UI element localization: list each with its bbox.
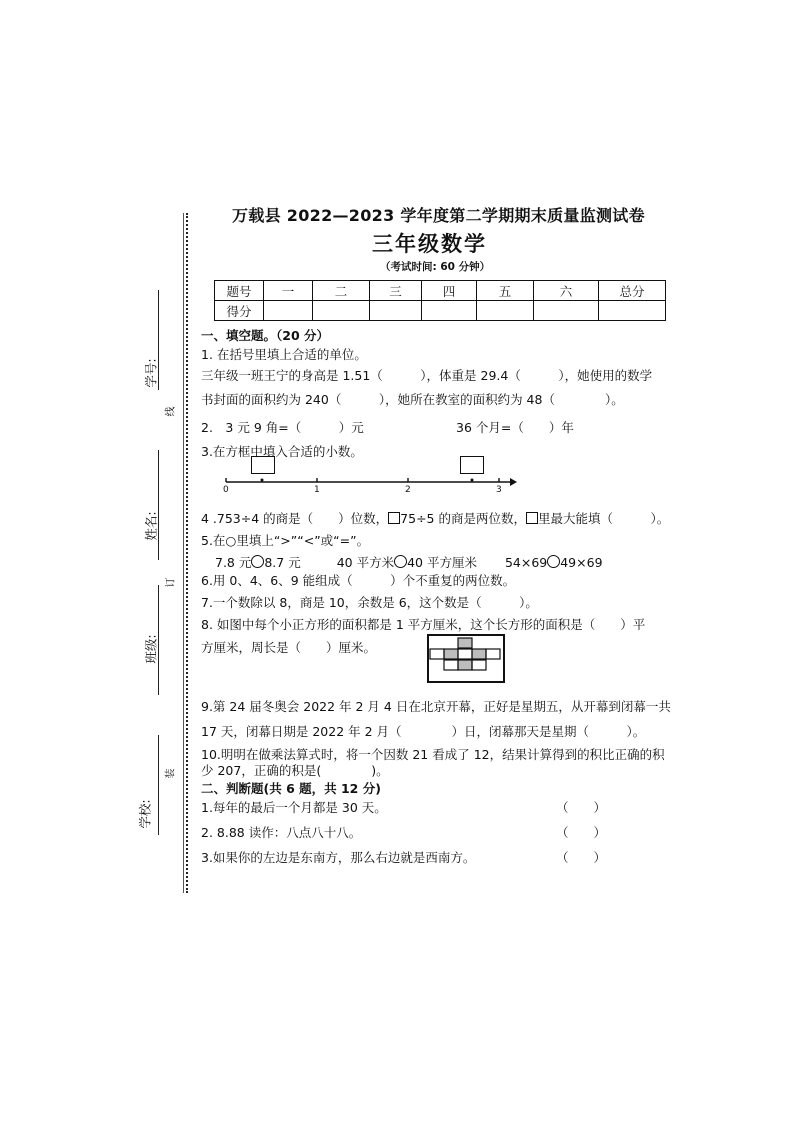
number-field[interactable] <box>158 290 159 390</box>
tick-label-2: 2 <box>405 485 411 495</box>
table-cell: 五 <box>477 281 534 301</box>
score-cell[interactable] <box>370 301 422 321</box>
question-2b: 36 个月=（ ）年 <box>456 420 574 435</box>
table-cell: 四 <box>422 281 477 301</box>
subject-title: 三年级数学 <box>372 232 487 256</box>
tick-label-0: 0 <box>223 485 229 495</box>
question-8-line1: 8. 如图中每个小正方形的面积都是 1 平方厘米，这个长方形的面积是（ ）平 <box>201 617 646 632</box>
question-1-line2: 书封面的面积约为 240（ ），她所在教室的面积约为 48（ ）。 <box>201 392 624 407</box>
table-cell: 一 <box>264 281 313 301</box>
question-4 <box>201 509 669 527</box>
square-symbol <box>526 512 538 524</box>
compare-circle[interactable] <box>547 555 560 568</box>
score-table <box>214 280 666 321</box>
name-label: 姓名: <box>143 511 159 541</box>
table-cell: 题号 <box>215 281 264 301</box>
question-7: 7.一个数除以 8，商是 10，余数是 6，这个数是（ ）。 <box>201 595 538 610</box>
table-cell: 得分 <box>215 301 264 321</box>
compare-right: 8.7 元 <box>264 555 301 570</box>
binding-xian: 线 <box>165 406 177 417</box>
score-cell[interactable] <box>422 301 477 321</box>
judge-answer-2[interactable]: （ ） <box>556 825 607 840</box>
question-4-part3: 里最大能填（ ）。 <box>537 511 670 526</box>
binding-line <box>183 213 184 893</box>
question-5: 5.在○里填上“>”“<”或“=”。 <box>201 533 370 548</box>
question-4-part1: 4 .753÷4 的商是（ ）位数， <box>201 511 389 526</box>
number-label: 学号: <box>143 358 159 388</box>
judge-answer-3[interactable]: （ ） <box>556 850 607 865</box>
question-10-line1: 10.明明在做乘法算式时，将一个因数 21 看成了 12，结果计算得到的积比正确的积 <box>201 747 665 762</box>
question-9-line1: 9.第 24 届冬奥会 2022 年 2 月 4 日在北京开幕，正好是星期五，从开幕到闭幕一共 <box>201 699 671 714</box>
section2-heading: 二、判断题(共 6 题，共 12 分) <box>201 781 381 796</box>
table-cell: 总分 <box>599 281 666 301</box>
score-table-score-row <box>215 301 666 321</box>
name-field[interactable] <box>158 450 159 560</box>
class-field[interactable] <box>158 585 159 695</box>
school-label: 学校: <box>137 799 153 829</box>
compare-right: 49×69 <box>560 555 603 570</box>
question-4-part2: 75÷5 的商是两位数， <box>400 511 526 526</box>
compare-left: 54×69 <box>504 555 548 570</box>
number-line <box>218 470 518 500</box>
square-symbol <box>388 512 400 524</box>
exam-time: （考试时间: 60 分钟） <box>380 261 491 273</box>
compare-left: 7.8 元 <box>215 555 252 570</box>
question-8-line2: 方厘米，周长是（ ）厘米。 <box>201 640 377 655</box>
binding-zhuang: 装 <box>165 768 177 779</box>
score-cell[interactable] <box>264 301 313 321</box>
compare-circle[interactable] <box>251 555 264 568</box>
exam-title: 万载县 2022—2023 学年度第二学期期末质量监测试卷 <box>232 206 645 225</box>
class-label: 班级: <box>143 634 159 664</box>
binding-ding: 订 <box>165 577 177 588</box>
question-3: 3.在方框中填入合适的小数。 <box>201 444 363 459</box>
compare-circle[interactable] <box>394 555 407 568</box>
score-cell[interactable] <box>534 301 599 321</box>
score-table-header-row <box>215 281 666 301</box>
question-6: 6.用 0、4、6、9 能组成（ ）个不重复的两位数。 <box>201 573 516 588</box>
score-cell[interactable] <box>477 301 534 321</box>
compare-left: 40 平方米 <box>336 555 395 570</box>
judge-answer-1[interactable]: （ ） <box>556 800 607 815</box>
question-1-line1: 三年级一班王宁的身高是 1.51（ ），体重是 29.4（ ），她使用的数学 <box>201 368 653 383</box>
question-2a: 2. 3 元 9 角=（ ）元 <box>201 420 364 435</box>
judge-item-3: 3.如果你的左边是东南方，那么右边就是西南方。 <box>201 850 476 865</box>
score-cell[interactable] <box>313 301 370 321</box>
table-cell: 六 <box>534 281 599 301</box>
judge-item-1: 1.每年的最后一个月都是 30 天。 <box>201 800 387 815</box>
grid-figure <box>427 634 507 684</box>
table-cell: 二 <box>313 281 370 301</box>
binding-dotted-line <box>186 213 188 893</box>
tick-label-1: 1 <box>314 485 320 495</box>
question-1: 1. 在括号里填上合适的单位。 <box>201 347 367 362</box>
question-5-items <box>215 553 603 571</box>
table-cell: 三 <box>370 281 422 301</box>
question-9-line2: 17 天，闭幕日期是 2022 年 2 月（ ）日，闭幕那天是星期（ ）。 <box>201 724 646 739</box>
question-10-line2: 少 207，正确的积是( )。 <box>201 763 389 778</box>
tick-label-3: 3 <box>496 485 502 495</box>
judge-item-2: 2. 8.88 读作：八点八十八。 <box>201 825 362 840</box>
school-field[interactable] <box>158 735 159 835</box>
compare-right: 40 平方厘米 <box>407 555 477 570</box>
section1-heading: 一、填空题。（20 分） <box>201 328 329 343</box>
score-cell[interactable] <box>599 301 666 321</box>
